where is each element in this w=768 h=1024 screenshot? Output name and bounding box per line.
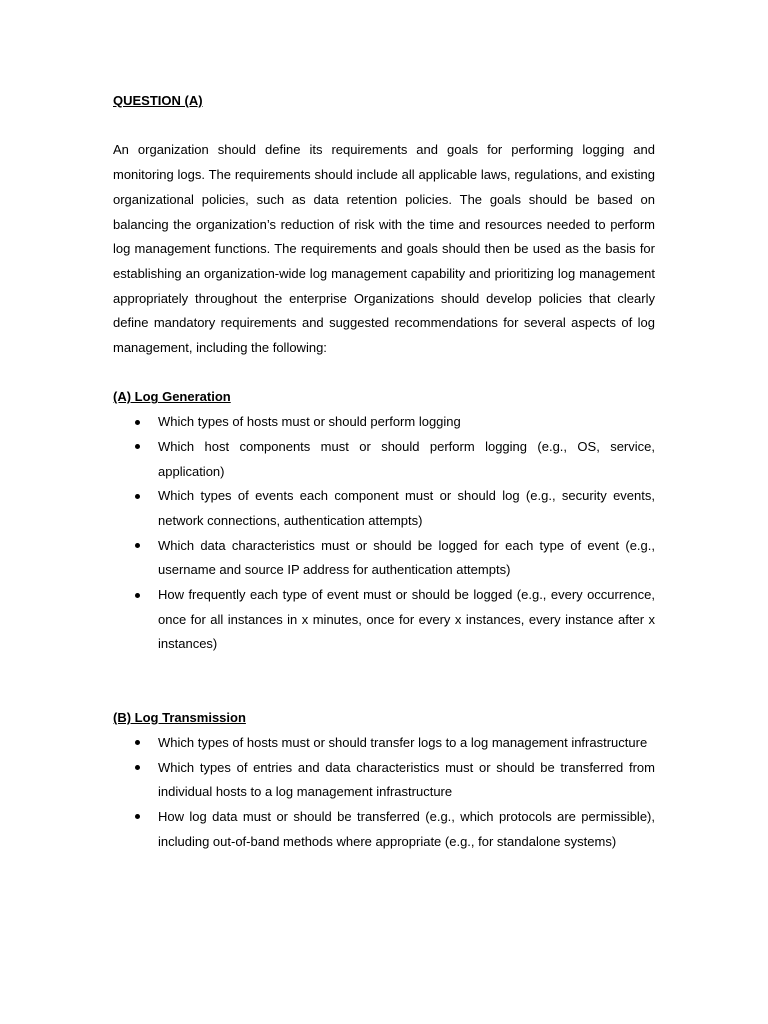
list-item [113, 731, 655, 756]
list-item-text: How log data must or should be transferred (e.g., which protocols are permissible), including out-of-band methods where appropriate (e.g., for standalone systems) [158, 808, 655, 849]
section-heading: (A) Log Generation [113, 389, 231, 405]
list-item-text: Which host components must or should perform logging (e.g., OS, service, application) [158, 438, 655, 479]
list-item-text: Which data characteristics must or should be logged for each type of event (e.g., username and source IP address for authentication attempts) [158, 537, 655, 578]
list-item-text: Which types of hosts must or should transfer logs to a log management infrastructure [158, 734, 648, 750]
spacer [113, 114, 655, 139]
list-item [113, 410, 655, 435]
bullet-icon [135, 494, 140, 499]
bullet-icon [135, 593, 140, 598]
bullet-icon [135, 543, 140, 548]
list-item [113, 534, 655, 583]
list-item [113, 756, 655, 805]
list-item-text: How frequently each type of event must or should be logged (e.g., every occurrence, once for all instances in x minutes, once for every x instances, every instance after x instances) [158, 587, 655, 652]
bullet-icon [135, 420, 140, 425]
bullet-icon [135, 814, 140, 819]
section-log-transmission [113, 706, 655, 854]
bullet-list [113, 731, 655, 855]
list-item [113, 805, 655, 854]
list-item [113, 583, 655, 657]
bullet-list [113, 410, 655, 657]
bullet-icon [135, 740, 140, 745]
bullet-icon [135, 444, 140, 449]
list-item-text: Which types of entries and data characteristics must or should be transferred from individual hosts to a log management infrastructure [158, 759, 655, 800]
intro-paragraph: An organization should define its requirements and goals for performing logging and monitoring logs. The requirements should include all applicable laws, regulations, and existing organizational policies, such as data retention policies. The goals should be based on balancing the organization’s reduction of risk with the time and resources needed to perform log management functions. The requirements and goals should then be used as the basis for establishing an organization-wide log management capability and prioritizing log management appropriately throughout the enterprise Organizations should develop policies that clearly define mandatory requirements and suggested recommendations for several aspects of log management, including the following: [113, 142, 655, 356]
spacer [113, 361, 655, 386]
spacer [113, 657, 655, 706]
list-item-text: Which types of hosts must or should perform logging [158, 414, 461, 430]
list-item [113, 435, 655, 484]
section-log-generation [113, 385, 655, 657]
question-heading: QUESTION (A) [113, 93, 203, 108]
list-item-text: Which types of events each component must or should log (e.g., security events, network connections, authentication attempts) [158, 488, 655, 528]
bullet-icon [135, 765, 140, 770]
section-heading: (B) Log Transmission [113, 710, 246, 726]
list-item [113, 484, 655, 533]
